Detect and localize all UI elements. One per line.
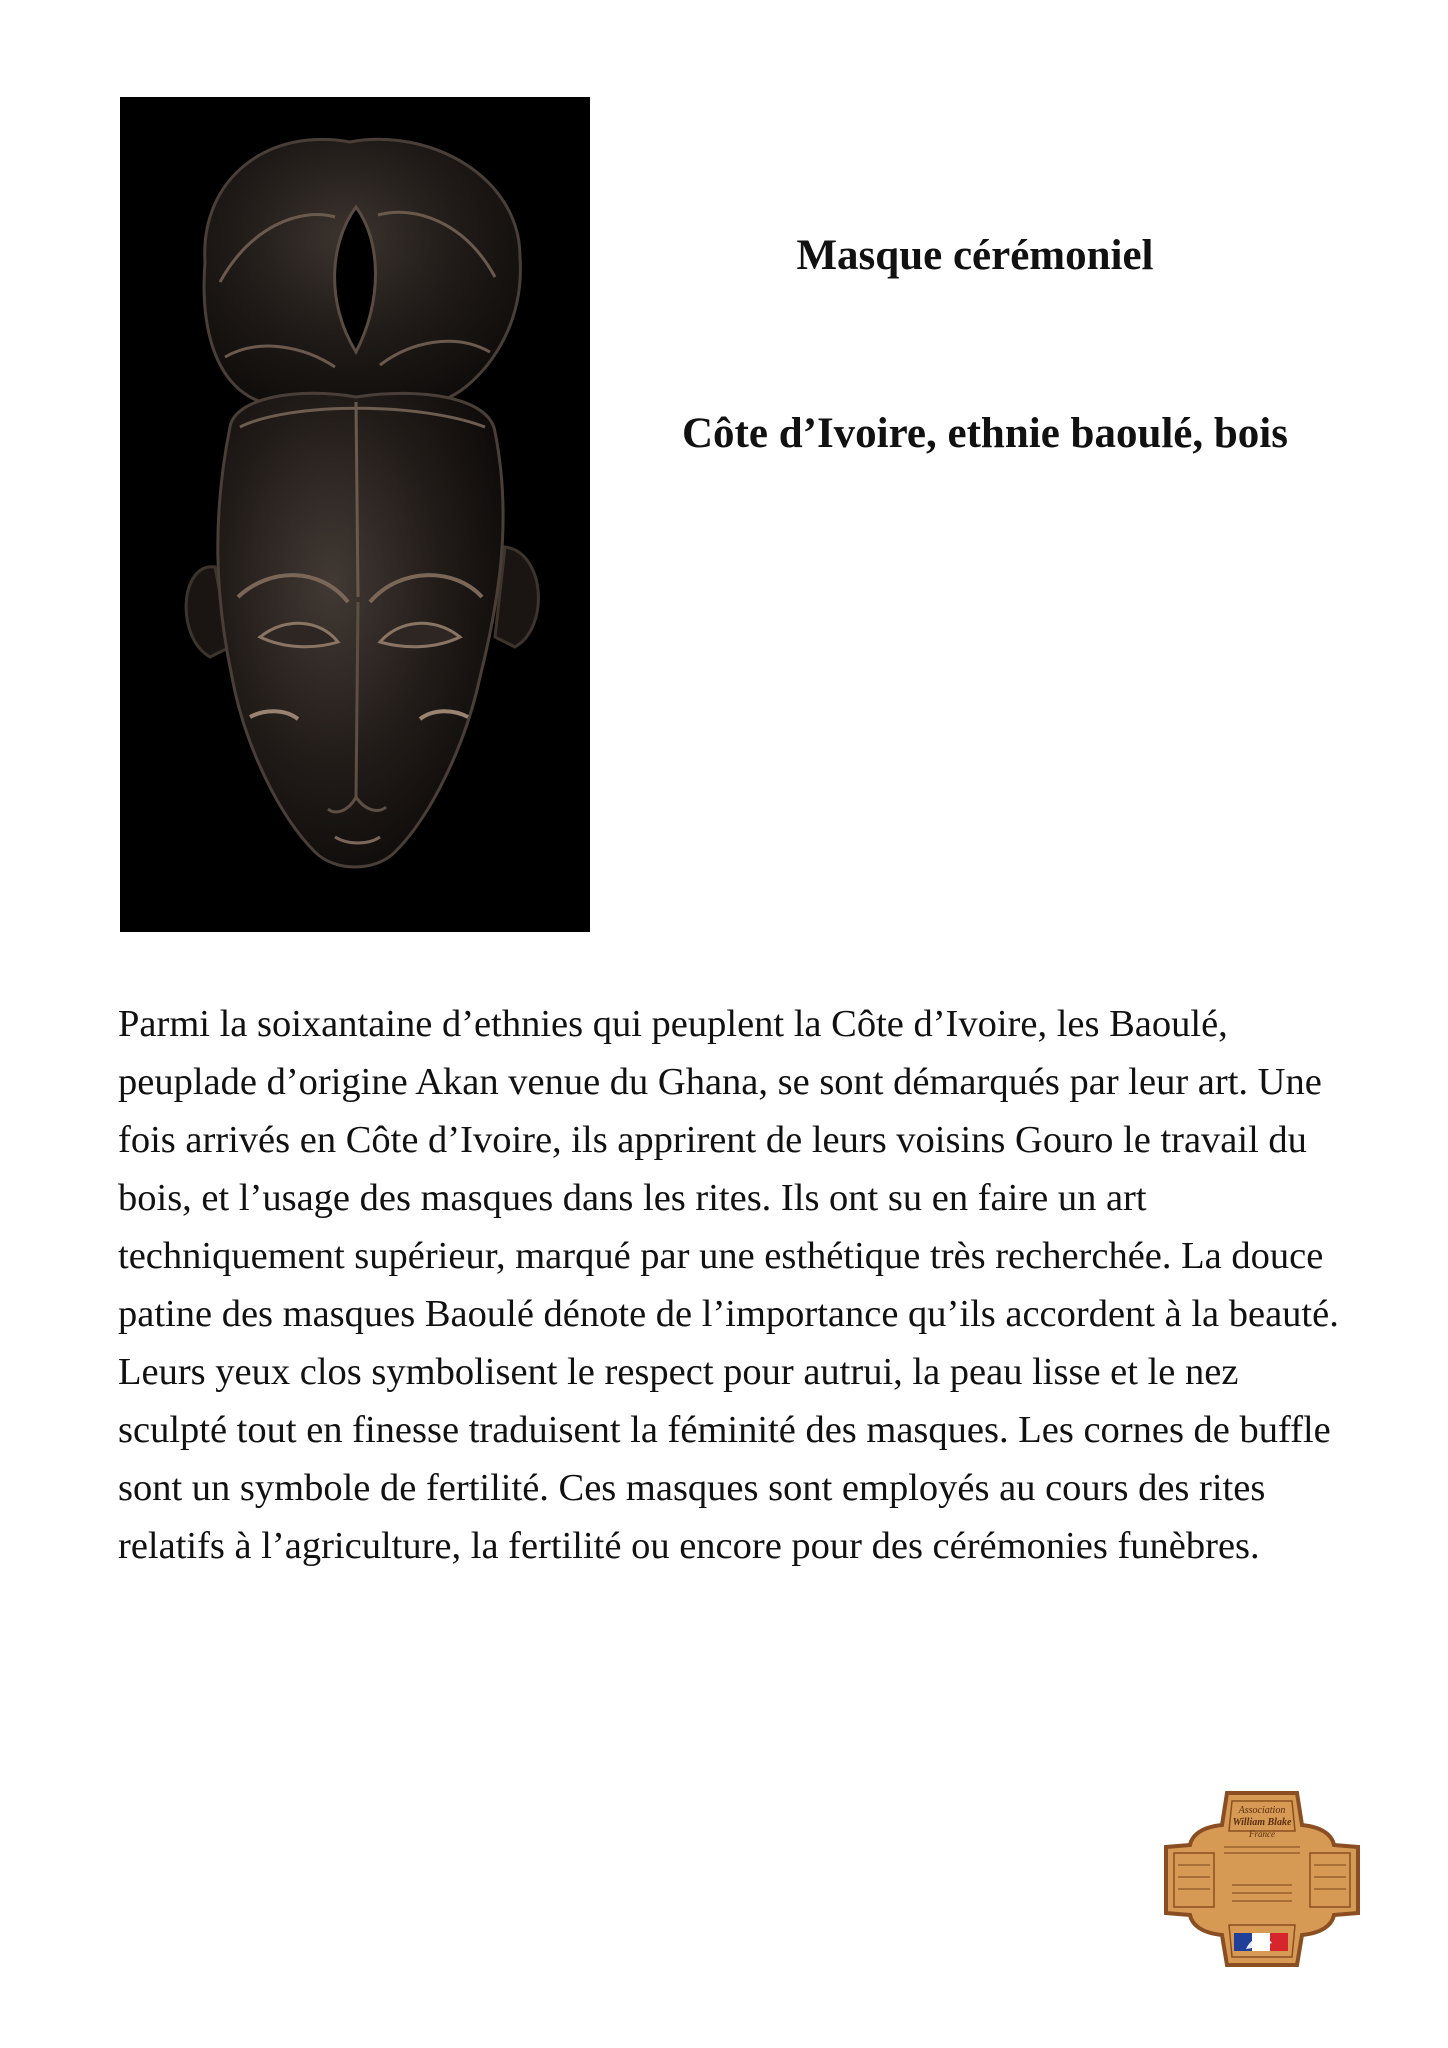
- document-subtitle: Côte d’Ivoire, ethnie baoulé, bois: [682, 410, 1288, 457]
- document-title: Masque cérémoniel: [796, 232, 1154, 279]
- mask-photo: [120, 97, 590, 932]
- stamp-line1: Association: [1238, 1805, 1286, 1816]
- association-stamp: [1162, 1785, 1362, 1970]
- stamp-line3: France: [1249, 1829, 1275, 1839]
- stamp-line2: William Blake: [1232, 1817, 1292, 1828]
- description-paragraph: Parmi la soixantaine d’ethnies qui peuplent la Côte d’Ivoire, les Baoulé, peuplade d’origine Akan venue du Ghana, se sont démarqués par leur art. Une fois arrivés en Côte d’Ivoire, ils apprirent de leurs voisins Gouro le travail du bois, et l’usage des masques dans les rites. Ils ont su en faire un art techniquement supérieur, marqué par une esthétique très recherchée. La douce patine des masques Baoulé dénote de l’importance qu’ils accordent à la beauté. Leurs yeux clos symbolisent le respect pour autrui, la peau lisse et le nez sculpté tout en finesse traduisent la féminité des masques. Les cornes de buffle sont un symbole de fertilité. Ces masques sont employés au cours des rites relatifs à l’agriculture, la fertilité ou encore pour des cérémonies funèbres.: [118, 1003, 1339, 1567]
- mask-illustration: [120, 97, 590, 932]
- stamp-logo: [1162, 1785, 1362, 1970]
